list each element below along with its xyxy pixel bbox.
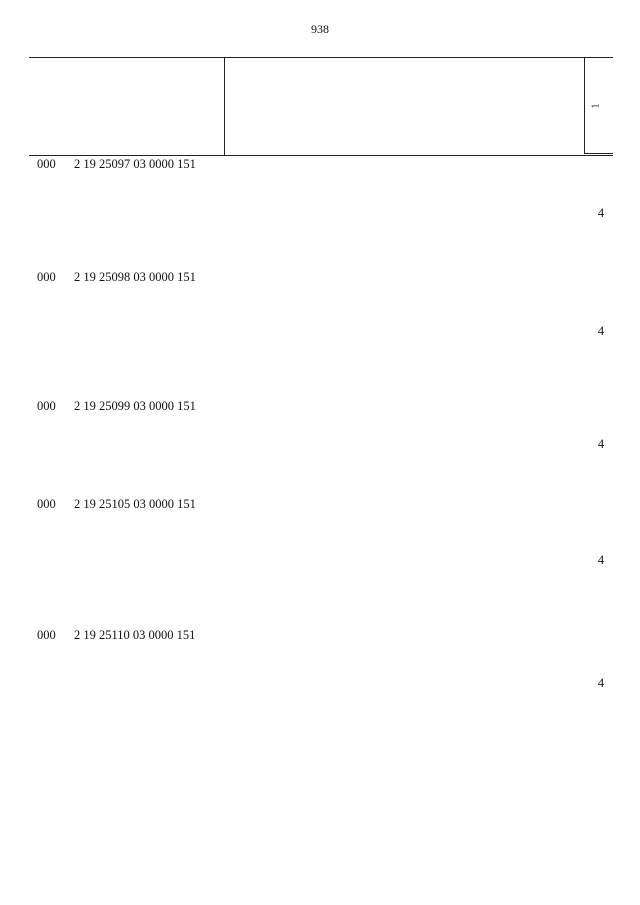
column-header-level-cell xyxy=(584,57,613,154)
row-code: 2 19 25105 03 0000 151 xyxy=(74,497,196,511)
row-code: 2 19 25097 03 0000 151 xyxy=(74,157,196,171)
table-header xyxy=(29,57,613,156)
row-prefix: 000 xyxy=(37,497,56,511)
footnote-marker: 1 xyxy=(590,103,602,108)
row-level: 4 xyxy=(597,437,605,451)
row-prefix: 000 xyxy=(37,157,56,171)
row-code: 2 19 25098 03 0000 151 xyxy=(74,270,196,284)
row-level: 4 xyxy=(597,324,605,338)
column-header-level xyxy=(591,103,608,108)
column-header-code xyxy=(29,58,224,155)
row-prefix: 000 xyxy=(37,399,56,413)
row-level: 4 xyxy=(597,676,605,690)
table-row xyxy=(29,270,613,382)
table-row xyxy=(29,497,613,609)
row-prefix: 000 xyxy=(37,628,56,642)
row-code: 2 19 25099 03 0000 151 xyxy=(74,399,196,413)
table-row xyxy=(29,399,613,479)
table-row xyxy=(29,157,613,251)
row-code: 2 19 25110 03 0000 151 xyxy=(74,628,196,642)
column-header-name xyxy=(224,58,613,155)
page-number: 938 xyxy=(311,22,329,36)
table-row xyxy=(29,628,613,724)
row-level: 4 xyxy=(597,206,605,220)
row-prefix: 000 xyxy=(37,270,56,284)
row-level: 4 xyxy=(597,553,605,567)
